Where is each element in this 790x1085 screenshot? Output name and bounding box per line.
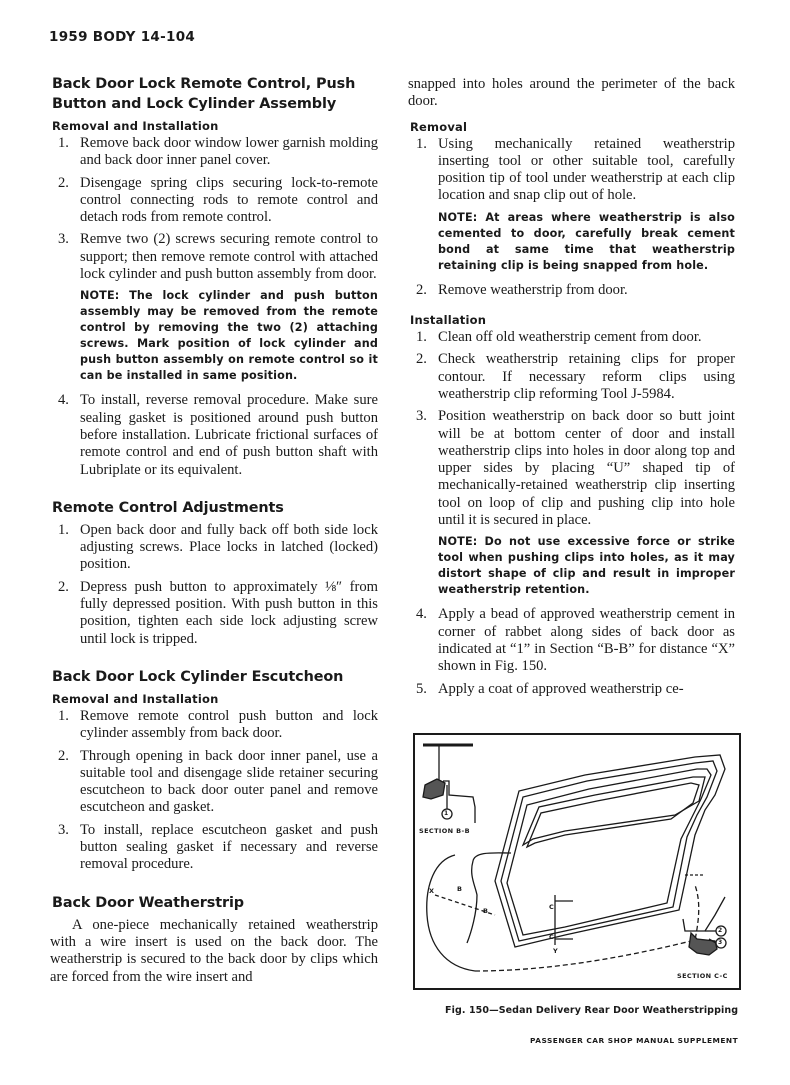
paragraph: snapped into holes around the perimeter of the back door.	[408, 76, 735, 110]
steps-list	[50, 135, 378, 283]
list-item: 1. Using mechanically retained weatherstrip inserting tool or other suitable tool, carefully position tip of tool under weatherstrip at each clip location and snap clip out of hole.	[416, 135, 735, 204]
door-weatherstrip-drawing	[415, 735, 739, 988]
steps-list	[50, 392, 378, 478]
callout-1: 1	[444, 810, 449, 817]
list-item: 2. Through opening in back door inner panel, use a suitable tool and disengage slide retainer securing escutcheon to back door outer panel and remove escutcheon and gasket.	[58, 747, 378, 816]
list-item: 3. Remve two (2) screws securing remote control to support; then remove remote control with attached lock cylinder and push button assembly from door.	[58, 231, 378, 283]
steps-list	[408, 282, 735, 299]
figure-caption: Fig. 150—Sedan Delivery Rear Door Weatherstripping	[445, 1005, 739, 1016]
page-header: 1959 BODY 14-104	[49, 29, 196, 45]
steps-list	[408, 329, 735, 529]
list-item: 1. Open back door and fully back off both side lock adjusting screws. Place locks in latched (locked) position.	[58, 521, 378, 573]
figure-door-diagram	[413, 733, 741, 990]
subtitle-removal-installation: Removal and Installation	[52, 119, 219, 133]
steps-list	[408, 606, 735, 697]
note: NOTE: At areas where weatherstrip is also cemented to door, carefully break cement bond at same time that weatherstrip retaining clip is being snapped from hole.	[438, 210, 735, 272]
subtitle-installation: Installation	[410, 313, 487, 328]
note: NOTE: The lock cylinder and push button assembly may be removed from the remote control by removing the two (2) attaching screws. Mark position of lock cylinder and push button assembly on remote control so it can be installed in same position.	[80, 289, 378, 383]
dimension-x-label: X	[429, 887, 435, 895]
section-bb-label: SECTION B-B	[419, 827, 470, 835]
list-item: 2. Check weatherstrip retaining clips for proper contour. If necessary reform clips using weatherstrip clip reforming Tool J-5984.	[416, 351, 735, 402]
note: NOTE: Do not use excessive force or strike tool when pushing clips into holes, as it may distort shape of clip and result in improper weatherstrip retention.	[438, 535, 735, 597]
list-item: 2. Disengage spring clips securing lock-to-remote control connecting rods to remote control and detach rods from remote control.	[58, 174, 378, 226]
steps-list	[408, 136, 735, 205]
right-column	[408, 76, 735, 703]
list-item: 2. Remove weatherstrip from door.	[416, 281, 628, 298]
list-item: 4. Apply a bead of approved weatherstrip cement in corner of rabbet along sides of back door as indicated at “1” in Section “B-B” for distance “X” shown in Fig. 150.	[416, 606, 735, 675]
section-c-marker: C	[549, 933, 555, 941]
dimension-y-label: Y	[553, 947, 559, 955]
section-title-escutcheon: Back Door Lock Cylinder Escutcheon	[52, 668, 344, 685]
steps-list	[50, 708, 378, 874]
paragraph: A one-piece mechanically retained weatherstrip with a wire insert is used on the back door. The weatherstrip is secured to the back door by clips which are forced from the wire insert and	[50, 916, 378, 985]
section-title-weatherstrip: Back Door Weatherstrip	[52, 894, 245, 911]
left-column	[50, 74, 378, 986]
page-footer: PASSENGER CAR SHOP MANUAL SUPPLEMENT	[530, 1036, 739, 1045]
list-item: 5. Apply a coat of approved weatherstrip ce-	[416, 680, 684, 697]
list-item: 1. Remove back door window lower garnish molding and back door inner panel cover.	[58, 135, 378, 169]
callout-2: 2	[718, 927, 723, 934]
steps-list	[50, 522, 378, 648]
section-title-remote-adjustments: Remote Control Adjustments	[52, 499, 284, 516]
section-b-marker: B	[483, 907, 489, 915]
list-item: 3. Position weatherstrip on back door so butt joint will be at bottom center of door and install weatherstrip clips into holes in door along top and upper sides by placing “U” shaped tip of mechanically-retained weatherstrip clip inserting tool on loop of clip and pushing clip into hole until it is secured in place.	[416, 408, 735, 529]
list-item: 2. Depress push button to approximately ⅛″ from fully depressed position. With push button in this position, tighten each side lock adjusting screw until lock is tripped.	[58, 578, 378, 647]
list-item: 1. Clean off old weatherstrip cement from door.	[416, 329, 702, 346]
section-b-marker: B	[457, 885, 463, 893]
callout-3: 3	[718, 939, 723, 946]
list-item: 3. To install, replace escutcheon gasket and push button sealing gasket if necessary and reverse removal procedure.	[58, 821, 378, 873]
section-title-remote-control: Back Door Lock Remote Control, Push Button and Lock Cylinder Assembly	[52, 76, 356, 112]
section-cc-label: SECTION C-C	[677, 972, 728, 980]
section-c-marker: C	[549, 903, 555, 911]
subtitle-removal-installation: Removal and Installation	[52, 691, 219, 706]
subtitle-removal: Removal	[410, 119, 468, 134]
list-item: 4. To install, reverse removal procedure. Make sure sealing gasket is positioned around push button before installation. Lubricate frictional surfaces of remote control and end of push button shaft with Lubriplate or its equivalent.	[58, 392, 378, 478]
list-item: 1. Remove remote control push button and lock cylinder assembly from back door.	[58, 707, 378, 742]
